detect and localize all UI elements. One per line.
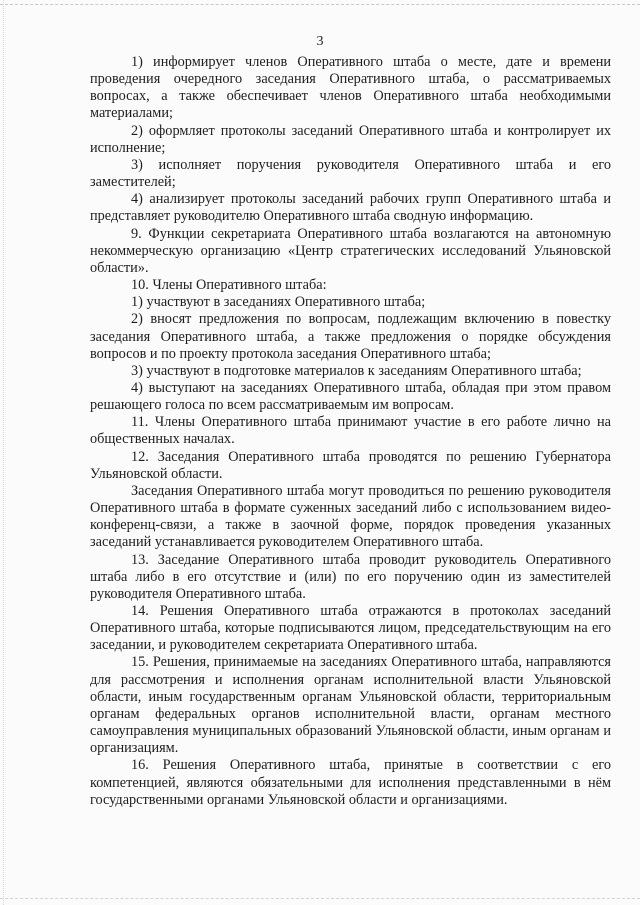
paragraph-clause-13: 13. Заседание Оперативного штаба проводит руководитель Оперативного штаба либо в его отсутствие и (или) по его поручению один из заместителей руководителя Оперативного штаба. bbox=[90, 551, 611, 602]
paragraph-clause-16: 16. Решения Оперативного штаба, принятые в соответствии с его компетенцией, являются обязательными для исполнения представленными в нём государственными органами Ульяновской области и организациями. bbox=[90, 757, 611, 808]
paragraph-members-item-3: 3) участвуют в подготовке материалов к заседаниям Оперативного штаба; bbox=[131, 362, 582, 379]
scan-edge-left bbox=[3, 0, 4, 905]
paragraph-clause-9: 9. Функции секретариата Оперативного штаба возлагаются на автономную некоммерческую организацию «Центр стратегических исследований Ульяновской области». bbox=[90, 225, 611, 276]
scan-edge-bottom bbox=[0, 898, 640, 899]
paragraph-clause-15: 15. Решения, принимаемые на заседаниях Оперативного штаба, направляются для рассмотрения и исполнения органам исполнительной власти Ульяновской области, иным государственным органам Ульяновской области, территориальным органам федеральных органов исполнительной власти, органам местного самоуправления муниципальных образований Ульяновской области, иным органам и организациям. bbox=[90, 654, 611, 757]
paragraph-secretariat-item-3: 3) исполняет поручения руководителя Оперативного штаба и его заместителей; bbox=[90, 156, 611, 191]
paragraph-clause-14: 14. Решения Оперативного штаба отражаются в протоколах заседаний Оперативного штаба, которые подписываются лицом, председательствующим на его заседании, и руководителем секретариата Оперативного штаба. bbox=[90, 603, 611, 654]
paragraph-clause-12: 12. Заседания Оперативного штаба проводятся по решению Губернатора Ульяновской области. bbox=[90, 448, 611, 482]
page-number: 3 bbox=[316, 34, 324, 49]
document-body bbox=[90, 54, 611, 809]
paragraph-secretariat-item-2: 2) оформляет протоколы заседаний Оперативного штаба и контролирует их исполнение; bbox=[90, 122, 611, 156]
paragraph-secretariat-item-4: 4) анализирует протоколы заседаний рабочих групп Оперативного штаба и представляет руководителю Оперативного штаба сводную информацию. bbox=[90, 191, 611, 225]
paragraph-members-item-1: 1) участвуют в заседаниях Оперативного штаба; bbox=[131, 294, 426, 311]
paragraph-members-item-2: 2) вносят предложения по вопросам, подлежащим включению в повестку заседания Оперативного штаба, а также предложения о порядке обсуждения вопросов и по проекту протокола заседания Оперативного штаба; bbox=[90, 311, 611, 362]
paragraph-secretariat-item-1: 1) информирует членов Оперативного штаба о месте, дате и времени проведения очередного заседания Оперативного штаба, о рассматриваемых вопросах, а также обеспечивает членов Оперативного штаба необходимыми материалами; bbox=[90, 54, 611, 122]
paragraph-members-item-4: 4) выступают на заседаниях Оперативного штаба, обладая при этом правом решающего голоса по всем рассматриваемым им вопросам. bbox=[90, 379, 611, 414]
paragraph-clause-10: 10. Члены Оперативного штаба: bbox=[131, 277, 327, 294]
paragraph-clause-12-continued: Заседания Оперативного штаба могут проводиться по решению руководителя Оперативного штаба в формате суженных заседаний либо с использованием видео-конференц-связи, а также в заочной форме, порядок проведения указанных заседаний устанавливается руководителем Оперативного штаба. bbox=[90, 482, 611, 551]
paragraph-clause-11: 11. Члены Оперативного штаба принимают участие в его работе лично на общественных началах. bbox=[90, 414, 611, 448]
scan-edge-top bbox=[0, 4, 640, 5]
